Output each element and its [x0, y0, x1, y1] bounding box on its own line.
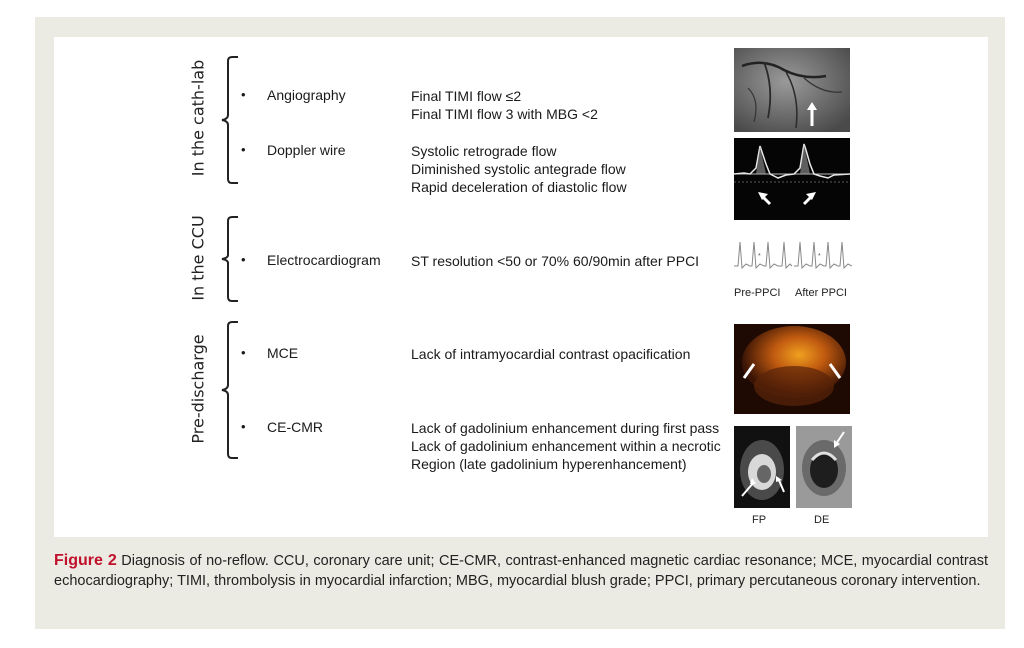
bullet: •: [241, 252, 246, 267]
cmr-caption-de: DE: [814, 514, 830, 526]
criteria-electrocardiogram: [411, 252, 699, 270]
criteria-mce: [411, 345, 690, 363]
section-label-cath-lab: In the cath-lab: [188, 59, 208, 177]
criteria-line: Systolic retrograde flow: [411, 143, 557, 159]
brace-cath-lab: [214, 55, 244, 185]
criteria-line: Final TIMI flow 3 with MBG <2: [411, 106, 598, 122]
figure-number: Figure 2: [54, 552, 117, 569]
ecg-image: [734, 234, 852, 284]
bullet: •: [241, 87, 246, 102]
criteria-line: Lack of intramyocardial contrast opacification: [411, 346, 691, 362]
criteria-line: Rapid deceleration of diastolic flow: [411, 179, 627, 195]
criteria-line: Lack of gadolinium enhancement within a necrotic: [411, 438, 721, 454]
method-electrocardiogram: Electrocardiogram: [267, 252, 381, 268]
svg-text:*: *: [758, 253, 761, 260]
criteria-line: Final TIMI flow ≤2: [411, 88, 522, 104]
method-mce: MCE: [267, 345, 299, 361]
cmr-first-pass-image: [734, 426, 790, 508]
criteria-line: Region (late gadolinium hyperenhancement): [411, 456, 687, 472]
angiography-image: [734, 48, 850, 132]
section-label-pre-discharge: Pre-discharge: [188, 334, 208, 444]
cmr-delayed-enhancement-image: [796, 426, 852, 508]
caption-text: Diagnosis of no-reflow. CCU, coronary care unit; CE-CMR, contrast-enhanced magnetic cardiac resonance; MCE, myocardial contrast echocardiography; TIMI, thrombolysis in myocardial infarction; MBG, myocardial blush grade; PPCI, primary percutaneous coronary intervention.: [54, 553, 989, 589]
brace-ccu: [214, 215, 244, 303]
criteria-ce-cmr: [411, 419, 721, 473]
criteria-doppler-wire: [411, 142, 627, 196]
bullet: •: [241, 142, 246, 157]
criteria-line: Diminished systolic antegrade flow: [411, 161, 626, 177]
method-angiography: Angiography: [267, 87, 346, 103]
method-doppler-wire: Doppler wire: [267, 142, 346, 158]
bullet: •: [241, 419, 246, 434]
bullet: •: [241, 345, 246, 360]
svg-text:*: *: [818, 253, 821, 260]
ecg-caption-pre: Pre-PPCI: [734, 287, 781, 299]
criteria-line: ST resolution <50 or 70% 60/90min after PPCI: [411, 253, 700, 269]
method-ce-cmr: CE-CMR: [267, 419, 323, 435]
criteria-angiography: [411, 87, 598, 123]
figure-caption: [54, 551, 988, 591]
mce-image: [734, 324, 850, 414]
section-label-ccu: In the CCU: [188, 215, 208, 301]
cmr-caption-fp: FP: [752, 514, 767, 526]
brace-pre-discharge: [214, 320, 244, 460]
criteria-line: Lack of gadolinium enhancement during first pass: [411, 420, 720, 436]
ecg-caption-after: After PPCI: [795, 287, 847, 299]
doppler-image: [734, 138, 850, 220]
